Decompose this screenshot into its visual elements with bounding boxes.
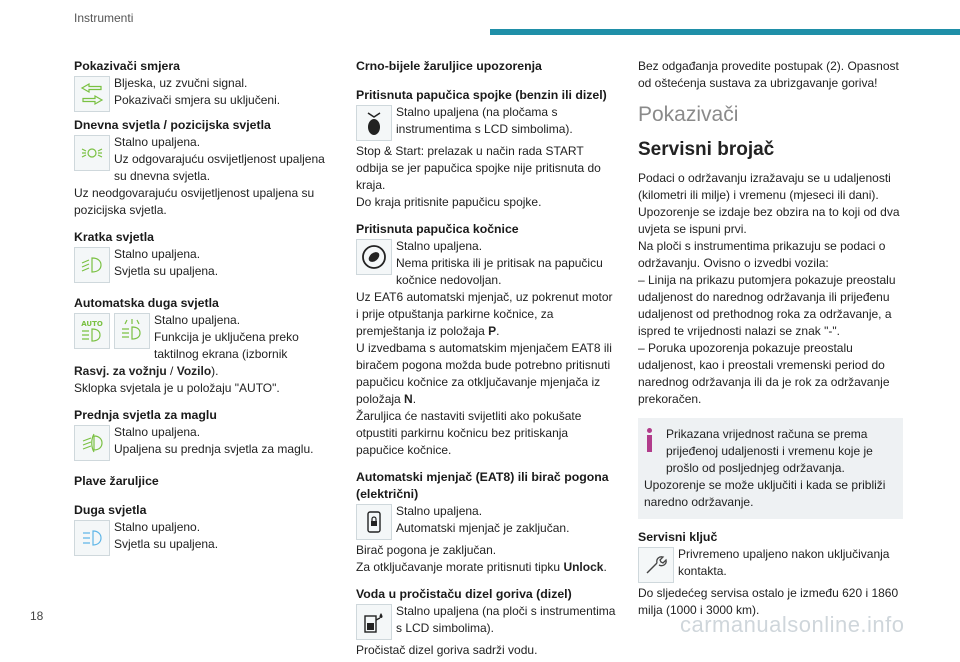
body-text: Podaci o održavanju izražavaju se u udaljenosti (kilometri ili milje) i vremenu (mjeseci ili dani). xyxy=(638,171,891,202)
entry-text: Do sljedećeg servisa ostalo je između 620 i 1860 milja (1000 i 3000 km). xyxy=(638,586,899,617)
entry-main-beam xyxy=(74,502,326,558)
entry-dipped xyxy=(74,229,326,285)
entry-text: Sklopka svjetala je u položaju "AUTO". xyxy=(74,381,280,395)
entry-text: Svjetla su upaljena. xyxy=(114,264,219,278)
entry-clutch xyxy=(356,87,618,211)
dipped-beam-icon xyxy=(74,247,110,283)
header-accent-bar xyxy=(490,29,960,35)
entry-service-key xyxy=(638,529,903,619)
watermark: carmanualsonline.info xyxy=(680,612,905,637)
entry-text: Birač pogona je zaključan. xyxy=(356,543,497,557)
auto-main-beam-icon xyxy=(74,313,110,349)
section-heading-bw: Crno-bijele žaruljice upozorenja xyxy=(356,59,542,73)
entry-indicators xyxy=(74,58,326,114)
gear-selector-lock-icon xyxy=(356,504,392,540)
entry-text: U izvedbama s automatskim mjenjačem EAT8 ili biračem pogona možda bude potrebno pritisnuti papučicu kočnice za otključavanje mjenjača iz položaja N. xyxy=(356,341,612,406)
entry-text: Stalno upaljena. xyxy=(114,247,201,261)
entry-text: Stalno upaljena (na ploči s instrumentima s LCD simbolima). xyxy=(396,604,616,635)
entry-text: Stalno upaljena. xyxy=(396,504,483,518)
page-number: 18 xyxy=(30,609,44,623)
body-text: Na ploči s instrumentima prikazuju se podaci o održavanju. Ovisno o izvedbi vozila: xyxy=(638,239,886,270)
body-text: Upozorenje se izdaje bez obzira na to koji od dva uvjeta se ispuni prvi. xyxy=(638,205,900,236)
entry-text: Privremeno upaljeno nakon uključivanja kontakta. xyxy=(678,547,890,578)
entry-text: Uz EAT6 automatski mjenjač, uz pokrenut motor i prije otpuštanja parkirne kočnice, za premještanja iz položaja P. xyxy=(356,290,613,338)
column-middle xyxy=(356,58,618,662)
entry-title: Pritisnuta papučica spojke (benzin ili dizel) xyxy=(356,88,607,102)
header-label: Instrumenti xyxy=(74,11,134,25)
entry-text: Stalno upaljena. xyxy=(114,135,201,149)
entry-title: Automatska duga svjetla xyxy=(74,296,219,310)
entry-text: Za otključavanje morate pritisnuti tipku Unlock. xyxy=(356,560,607,574)
entry-text: Stalno upaljeno. xyxy=(114,520,201,534)
entry-text: Funkcija je uključena preko taktilnog ekrana (izbornik Rasvj. za vožnju / Vozilo). xyxy=(74,330,299,378)
entry-text: Stalno upaljena (na pločama s instrumentima s LCD simbolima). xyxy=(396,105,573,136)
entry-title: Pokazivači smjera xyxy=(74,59,180,73)
info-icon xyxy=(644,428,654,452)
entry-text: Pročistač dizel goriva sadrži vodu. xyxy=(356,643,538,657)
entry-text: Uz neodgovarajuću osvijetljenost upaljena su pozicijska svjetla. xyxy=(74,186,315,217)
entry-water-in-diesel xyxy=(356,586,618,659)
entry-gearbox xyxy=(356,469,618,576)
entry-daylights xyxy=(74,117,326,219)
entry-text: Stalno upaljena. xyxy=(114,425,201,439)
entry-title: Automatski mjenjač (EAT8) ili birač pogona (električni) xyxy=(356,470,609,501)
entry-title: Dnevna svjetla / pozicijska svjetla xyxy=(74,118,271,132)
info-text: Prikazana vrijednost računa se prema prijeđenoj udaljenosti i vremenu koje je prošlo od posljednjeg održavanja. xyxy=(666,427,873,475)
entry-text: Žaruljica će nastaviti svijetliti ako pokušate otpustiti parkirnu kočnicu bez pritiskanja papučice kočnice. xyxy=(356,409,582,457)
water-in-diesel-icon xyxy=(356,604,392,640)
entry-title: Pritisnuta papučica kočnice xyxy=(356,222,519,236)
main-beam-icon xyxy=(74,520,110,556)
entry-text: Stop & Start: prelazak u način rada START odbija se jer papučica spojke nije pritisnuta do kraja. xyxy=(356,144,601,192)
clutch-pedal-icon xyxy=(356,105,392,141)
entry-text: Bljeska, uz zvučni signal. xyxy=(114,76,248,90)
entry-text: Automatski mjenjač je zaključan. xyxy=(396,521,570,535)
entry-text: Nema pritiska ili je pritisak na papučicu kočnice nedovoljan. xyxy=(396,256,603,287)
entry-text: Upaljena su prednja svjetla za maglu. xyxy=(114,442,314,456)
entry-title: Voda u pročistaču dizel goriva (dizel) xyxy=(356,587,572,601)
body-text: – Linija na prikazu putomjera pokazuje preostalu udaljenost do narednog održavanja ili prijeđenu udaljenost od prethodnog roka za održavanje, a ispred te vrijednosti nalazi se znak "-". xyxy=(638,273,896,338)
column-right xyxy=(638,58,903,622)
entry-text: Stalno upaljena. xyxy=(396,239,483,253)
entry-title: Duga svjetla xyxy=(74,503,147,517)
entry-text: Uz odgovarajuću osvijetljenost upaljena su dnevna svjetla. xyxy=(114,152,325,183)
entry-text: Stalno upaljena. xyxy=(154,313,241,327)
entry-fog xyxy=(74,407,326,463)
spanner-icon xyxy=(638,547,674,583)
service-indicator-title: Servisni brojač xyxy=(638,139,775,160)
entry-title: Servisni ključ xyxy=(638,530,718,544)
svg-text:AUTO: AUTO xyxy=(81,320,103,328)
entry-text: Do kraja pritisnite papučicu spojke. xyxy=(356,195,542,209)
turn-signal-icon xyxy=(74,76,110,112)
sidelights-icon xyxy=(74,135,110,171)
front-fog-icon xyxy=(74,425,110,461)
info-box xyxy=(638,418,903,519)
column-left xyxy=(74,58,326,561)
intro-text: Bez odgađanja provedite postupak (2). Opasnost od oštećenja sustava za ubrizgavanje goriva! xyxy=(638,59,899,90)
info-text: Upozorenje se može uključiti i kada se približi naredno održavanje. xyxy=(644,478,886,509)
brake-pedal-icon xyxy=(356,239,392,275)
body-text: – Poruka upozorenja pokazuje preostalu udaljenost, kao i preostali vremenski period do narednog održavanja ili da je rok za održavanje prekoračen. xyxy=(638,341,890,406)
entry-text: Pokazivači smjera su uključeni. xyxy=(114,93,281,107)
entry-title: Prednja svjetla za maglu xyxy=(74,408,217,422)
entry-brake xyxy=(356,221,618,459)
entry-title: Kratka svjetla xyxy=(74,230,154,244)
section-heading-blue: Plave žaruljice xyxy=(74,474,159,488)
entry-auto-beam xyxy=(74,295,326,397)
entry-text: Svjetla su upaljena. xyxy=(114,537,219,551)
main-beam-assist-icon xyxy=(114,313,150,349)
section-title: Pokazivači xyxy=(638,103,739,126)
